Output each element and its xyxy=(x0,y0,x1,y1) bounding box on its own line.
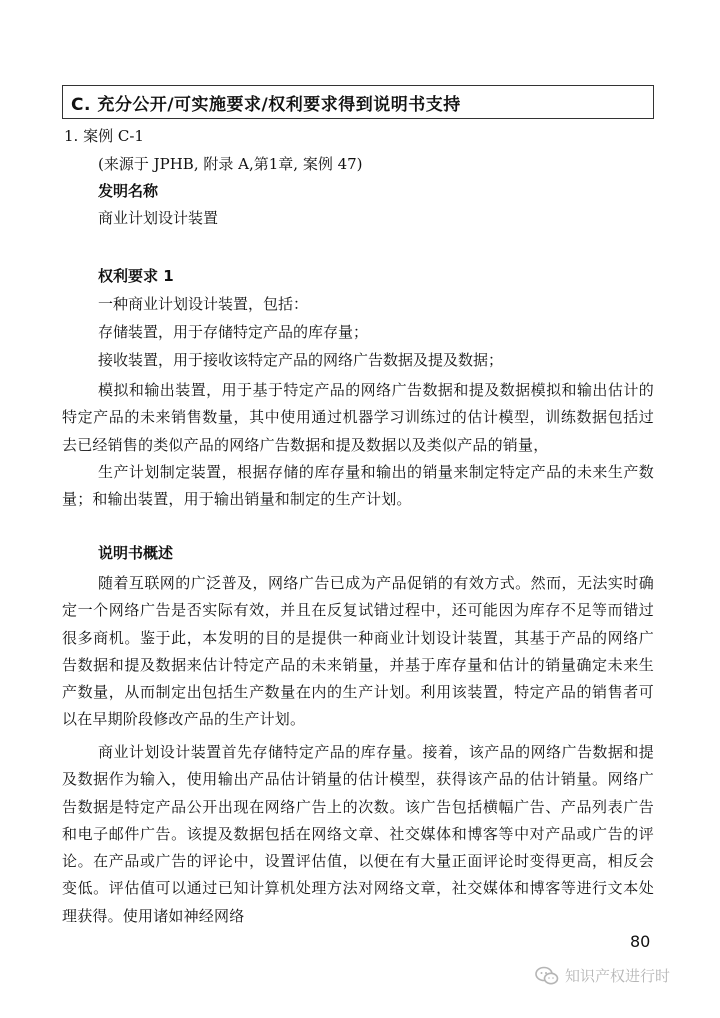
claim-paragraph: 模拟和输出装置，用于基于特定产品的网络广告数据和提及数据模拟和输出估计的特定产品的未来销售数量，其中使用通过机器学习训练过的估计模型，训练数据包括过去已经销售的类似产品的网络广告数据和提及数据以及类似产品的销量， xyxy=(62,381,654,454)
claim-line: 存储装置，用于存储特定产品的库存量； xyxy=(98,323,369,341)
wechat-icon xyxy=(535,966,559,986)
section-title: C. 充分公开/可实施要求/权利要求得到说明书支持 xyxy=(62,85,654,119)
invention-heading: 发明名称 xyxy=(98,182,159,200)
summary-paragraph: 随着互联网的广泛普及，网络广告已成为产品促销的有效方式。然而，无法实时确定一个网络广告是否实际有效，并且在反复试错过程中，还可能因为库存不足等而错过很多商机。鉴于此，本发明的目的是提供一种商业计划设计装置，其基于产品的网络广告数据和提及数据来估计特定产品的未来销量，并基于库存量和估计的销量确定未来生产数量，从而制定出包括生产数量在内的生产计划。利用该装置，特定产品的销售者可以在早期阶段修改产品的生产计划。 xyxy=(62,574,654,729)
case-number: 1. 案例 C-1 xyxy=(64,127,144,145)
case-source: (来源于 JPHB, 附录 A,第1章, 案例 47) xyxy=(98,155,363,173)
claim-line: 接收装置，用于接收该特定产品的网络广告数据及提及数据； xyxy=(98,351,504,369)
watermark xyxy=(535,965,670,986)
invention-title: 商业计划设计装置 xyxy=(98,209,219,227)
watermark-text: 知识产权进行时 xyxy=(565,967,671,985)
claim-line: 一种商业计划设计装置，包括： xyxy=(98,295,309,313)
claim-heading: 权利要求 1 xyxy=(98,267,174,285)
page-number: 80 xyxy=(630,932,651,951)
summary-heading: 说明书概述 xyxy=(98,544,174,562)
claim-paragraph: 生产计划制定装置，根据存储的库存量和输出的销量来制定特定产品的未来生产数量；和输出装置，用于输出销量和制定的生产计划。 xyxy=(62,463,654,509)
summary-paragraph: 商业计划设计装置首先存储特定产品的库存量。接着，该产品的网络广告数据和提及数据作为输入，使用输出产品估计销量的估计模型，获得该产品的估计销量。网络广告数据是特定产品公开出现在网络广告上的次数。该广告包括横幅广告、产品列表广告和电子邮件广告。该提及数据包括在网络文章、社交媒体和博客等中对产品或广告的评论。在产品或广告的评论中，设置评估值，以便在有大量正面评论时变得更高，相反会变低。评估值可以通过已知计算机处理方法对网络文章，社交媒体和博客等进行文本处理获得。使用诸如神经网络 xyxy=(62,743,654,925)
